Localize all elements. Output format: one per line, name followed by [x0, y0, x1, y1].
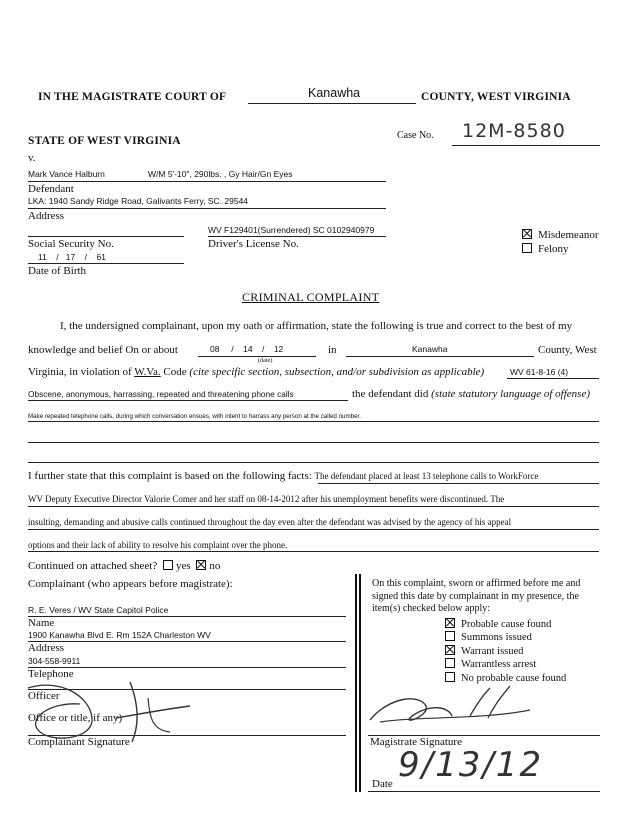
complaint-line3: Virginia, in violation of W.Va. Code (cite specific section, subsection, and/or subdivision as applicable): [28, 366, 485, 378]
checked-box-icon: [445, 645, 455, 655]
no-checkbox[interactable]: [196, 560, 206, 570]
complainant-name-label: Name: [28, 617, 55, 629]
defendant-name: Mark Vance Halburn: [28, 169, 105, 179]
dob-value: 11 / 17 / 61: [38, 252, 106, 262]
offense-date-year: 12: [273, 344, 284, 354]
magistrate-options: [445, 618, 566, 685]
dob-month: 11: [38, 252, 47, 262]
dob-label: Date of Birth: [28, 265, 87, 277]
date-caption: (date): [258, 357, 273, 364]
in-word: in: [328, 344, 337, 356]
license-label: Driver's License No.: [208, 238, 299, 250]
complainant-name: R. E. Veres / WV State Capitol Police: [28, 605, 169, 615]
offense-name: Obscene, anonymous, harrassing, repeated and threatening phone calls: [28, 389, 294, 399]
complainant-heading: Complainant (who appears before magistrate):: [28, 578, 233, 590]
facts-line3: insulting, demanding and abusive calls continued throughout the day even after the defendant was advised by the agency of his appeal: [28, 517, 512, 527]
address-label: Address: [28, 210, 65, 222]
case-label: Case No.: [397, 130, 434, 141]
yes-checkbox[interactable]: [163, 560, 173, 570]
magistrate-text: On this complaint, sworn or affirmed before me and signed this date by complainant in my presence, the item(s) checked below apply:: [372, 578, 581, 614]
phone-label: Telephone: [28, 668, 74, 680]
state-title: STATE OF WEST VIRGINIA: [28, 135, 181, 147]
defendant-label: Defendant: [28, 183, 74, 195]
officer-label: Officer: [28, 690, 60, 702]
dob-year: 61: [96, 252, 106, 262]
checked-box-icon: [445, 618, 455, 628]
complainant-address: 1900 Kanawha Blvd E. Rm 152A Charleston WV: [28, 630, 211, 640]
warrant-option[interactable]: Warrant issued: [445, 645, 566, 658]
dob-day: 17: [65, 252, 76, 262]
license-number: WV F129401(Surrendered) SC 0102940979: [208, 225, 375, 235]
case-number: 12M-8580: [462, 120, 566, 142]
complaint-title: CRIMINAL COMPLAINT: [242, 290, 380, 304]
magistrate-date: 9/13/12: [398, 745, 544, 785]
date-label: Date: [372, 778, 393, 790]
continued-question: Continued on attached sheet? yes no: [28, 560, 221, 572]
magistrate-signature-label: Magistrate Signature: [370, 736, 462, 748]
no-probable-cause-option[interactable]: No probable cause found: [445, 672, 566, 685]
ssn-label: Social Security No.: [28, 238, 114, 250]
probable-cause-option[interactable]: Probable cause found: [445, 618, 566, 631]
county-west: County, West: [538, 344, 597, 356]
complaint-line2: knowledge and belief On or about: [28, 344, 178, 356]
versus: v.: [28, 152, 36, 164]
complaint-line1: I, the undersigned complainant, upon my oath or affirmation, state the following is true and correct to the best of my: [60, 320, 573, 332]
defendant-description: W/M 5'-10", 290lbs. , Gy Hair/Gn Eyes: [148, 169, 293, 179]
county-suffix: COUNTY, WEST VIRGINIA: [421, 91, 571, 103]
statute: WV 61-8-16 (4): [510, 367, 569, 377]
defendant-address: LKA: 1940 Sandy Ridge Road, Galivants Ferry, SC. 29544: [28, 196, 249, 206]
office-title-label: Office or title, if any): [28, 712, 123, 724]
court-prefix: IN THE MAGISTRATE COURT OF: [38, 91, 227, 103]
offense-date: 08 / 14 / 12: [210, 344, 284, 354]
misdemeanor-option[interactable]: Misdemeanor: [522, 229, 598, 241]
magistrate-signature: [360, 676, 560, 736]
empty-box-icon: [445, 658, 455, 668]
offense-location: Kanawha: [412, 344, 448, 354]
facts-line4: options and their lack of ability to resolve his complaint over the phone.: [28, 540, 288, 550]
warrantless-option[interactable]: Warrantless arrest: [445, 658, 566, 671]
felony-option[interactable]: Felony: [522, 243, 569, 255]
complainant-phone: 304-558-9911: [28, 656, 81, 666]
offense-date-day: 14: [243, 344, 253, 354]
statutory-language: Make repeated telephone calls, during which conversation ensues, with intent to harrass any person at the called number.: [28, 413, 361, 420]
complainant-signature-label: Complainant Signature: [28, 736, 130, 748]
summons-option[interactable]: Summons issued: [445, 631, 566, 644]
offense-date-month: 08: [210, 344, 220, 354]
header-county: Kanawha: [308, 86, 361, 100]
empty-box-icon: [522, 243, 532, 253]
facts-line2: WV Deputy Executive Director Valorie Comer and her staff on 08-14-2012 after his unemployment benefits were discontinued. The: [28, 494, 505, 504]
checked-box-icon: [522, 229, 532, 239]
complainant-address-label: Address: [28, 642, 65, 654]
defendant-did: the defendant did (state statutory language of offense): [352, 388, 590, 400]
empty-box-icon: [445, 631, 455, 641]
complainant-signature: [20, 668, 200, 748]
facts-line1: I further state that this complaint is based on the following facts: The defendant placed at least 13 telephone calls to WorkForce: [28, 470, 539, 482]
divider-rule: [355, 574, 357, 792]
